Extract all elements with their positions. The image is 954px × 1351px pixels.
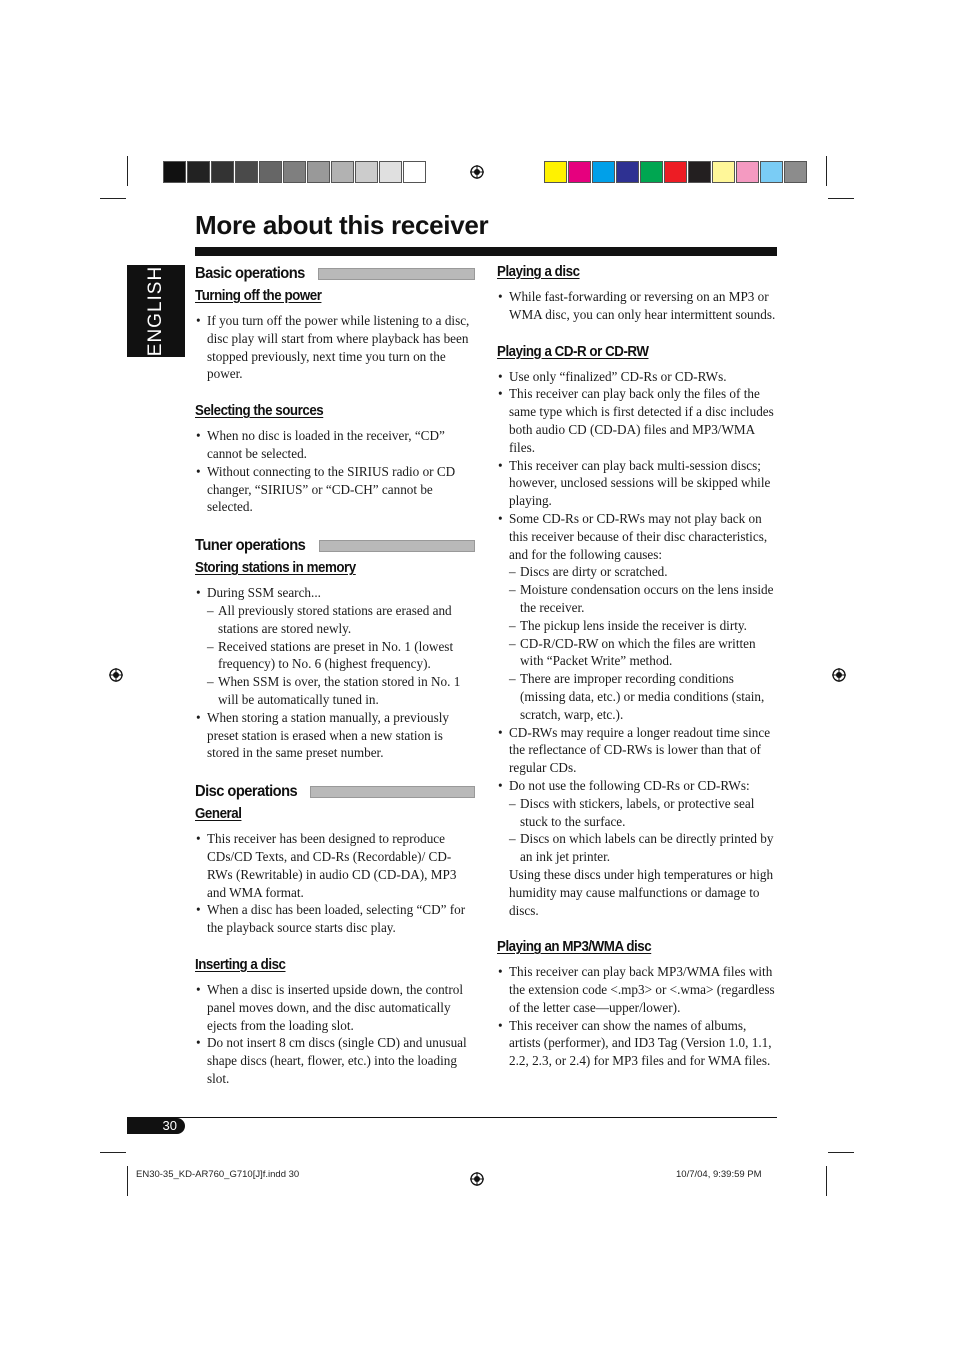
registration-mark-icon [470, 165, 484, 179]
calibration-swatch [616, 161, 639, 183]
color-calibration-bar [544, 161, 808, 183]
calibration-swatch [187, 161, 210, 183]
calibration-swatch [259, 161, 282, 183]
calibration-swatch [568, 161, 591, 183]
language-tab [127, 265, 185, 357]
subheading-inserting-disc: Inserting a disc [195, 956, 286, 973]
calibration-swatch [355, 161, 378, 183]
calibration-swatch [664, 161, 687, 183]
crop-mark [127, 156, 128, 186]
sub-list-item: – Discs on which labels can be directly printed by an ink jet printer. [509, 830, 779, 866]
crop-mark [826, 1166, 827, 1196]
registration-mark-icon [832, 668, 846, 682]
heading-bar [318, 268, 475, 280]
calibration-swatch [307, 161, 330, 183]
calibration-swatch [736, 161, 759, 183]
dash-list [509, 563, 779, 723]
heading-bar [319, 540, 475, 552]
list-item: • Do not insert 8 cm discs (single CD) and unusual shape discs (heart, flower, etc.) into the loading slot. [195, 1034, 475, 1087]
list-item: • Without connecting to the SIRIUS radio or CD changer, “SIRIUS” or “CD-CH” cannot be selected. [195, 463, 475, 516]
crop-mark [828, 198, 854, 199]
crop-mark [100, 1152, 126, 1153]
list-item: • This receiver has been designed to reproduce CDs/CD Texts, and CD-Rs (Recordable)/ CD-RWs (Rewritable) in audio CD (CD-DA), MP3 and WMA format. [195, 830, 475, 901]
sub-list-item: – All previously stored stations are erased and stations are stored newly. [207, 602, 475, 638]
list-item: • Use only “finalized” CD-Rs or CD-RWs. [497, 368, 779, 386]
crop-mark [127, 1166, 128, 1196]
bullet-list [497, 368, 779, 866]
sub-list-item: – There are improper recording conditions (missing data, etc.) or media conditions (stain, scratch, warp, etc.). [509, 670, 779, 723]
calibration-swatch [688, 161, 711, 183]
list-item: • When storing a station manually, a previously preset station is erased when a new station is stored in the same preset number. [195, 709, 475, 762]
page-number: 30 [127, 1118, 185, 1134]
left-column [195, 262, 475, 1088]
section-tuner-operations [195, 534, 475, 558]
list-item [497, 777, 779, 866]
bullet-list [195, 981, 475, 1088]
caution-note: Using these discs under high temperatures or high humidity may cause malfunctions or damage to discs. [509, 866, 774, 918]
list-item-text: Do not use the following CD-Rs or CD-RWs: [509, 777, 750, 793]
footer-filename: EN30-35_KD-AR760_G710[J]f.indd 30 [136, 1169, 300, 1180]
calibration-swatch [760, 161, 783, 183]
bullet-list [497, 963, 779, 1070]
subheading-storing-stations: Storing stations in memory [195, 560, 356, 577]
heading-bar [310, 786, 475, 798]
list-item: • This receiver can play back MP3/WMA files with the extension code <.mp3> or <.wma> (regardless of the letter case—upper/lower). [497, 963, 779, 1016]
registration-mark-icon [470, 1172, 484, 1186]
calibration-swatch [784, 161, 807, 183]
section-disc-operations [195, 780, 475, 804]
section-heading: Basic operations [195, 265, 305, 282]
dash-list [207, 602, 475, 709]
sub-list-item: – Discs are dirty or scratched. [509, 563, 779, 581]
language-label: ENGLISH [145, 265, 167, 357]
bullet-list [195, 584, 475, 762]
footer-timestamp: 10/7/04, 9:39:59 PM [676, 1169, 762, 1180]
subheading-selecting-sources: Selecting the sources [195, 403, 324, 420]
list-item: • If you turn off the power while listening to a disc, disc play will start from where playback has been stopped previously, next time you turn on the power. [195, 312, 475, 383]
calibration-swatch [592, 161, 615, 183]
sub-list-item: – CD-R/CD-RW on which the files are written with “Packet Write” method. [509, 635, 779, 671]
bullet-list [195, 312, 475, 383]
page-title: More about this receiver [195, 210, 489, 240]
list-item-text: Some CD-Rs or CD-RWs may not play back on this receiver because of their disc characteristics, and for the following causes: [509, 510, 768, 562]
list-item: • When no disc is loaded in the receiver, “CD” cannot be selected. [195, 427, 475, 463]
list-item: • When a disc has been loaded, selecting “CD” for the playback source starts disc play. [195, 901, 475, 937]
bullet-list [195, 830, 475, 937]
crop-mark [828, 1152, 854, 1153]
footer-rule [127, 1117, 777, 1118]
list-item: • When a disc is inserted upside down, the control panel moves down, and the disc automatically ejects from the loading slot. [195, 981, 475, 1034]
list-item [497, 510, 779, 724]
sub-list-item: – Moisture condensation occurs on the lens inside the receiver. [509, 581, 779, 617]
subheading-mp3-wma: Playing an MP3/WMA disc [497, 939, 652, 956]
sub-list-item: – Discs with stickers, labels, or protective seal stuck to the surface. [509, 795, 779, 831]
calibration-swatch [163, 161, 186, 183]
section-basic-operations [195, 262, 475, 286]
calibration-swatch [331, 161, 354, 183]
list-item: • CD-RWs may require a longer readout time since the reflectance of CD-RWs is lower than that of regular CDs. [497, 724, 779, 777]
section-heading: Disc operations [195, 783, 298, 801]
list-item: • This receiver can play back only the files of the same type which is first detected if a disc includes both audio CD (CD-DA) files and MP3/WMA files. [497, 385, 779, 456]
bullet-list [497, 288, 779, 324]
list-item: • While fast-forwarding or reversing on an MP3 or WMA disc, you can only hear intermittent sounds. [497, 288, 779, 324]
bullet-list [195, 427, 475, 516]
calibration-swatch [379, 161, 402, 183]
calibration-swatch [235, 161, 258, 183]
list-item-text: During SSM search... [207, 585, 321, 601]
calibration-swatch [283, 161, 306, 183]
grayscale-calibration-bar [163, 161, 427, 183]
section-heading: Tuner operations [195, 537, 306, 555]
subheading-turning-off: Turning off the power [195, 288, 322, 304]
crop-mark [826, 156, 827, 186]
calibration-swatch [403, 161, 426, 183]
dash-list [509, 795, 779, 866]
subheading-general: General [195, 806, 242, 823]
crop-mark [100, 198, 126, 199]
title-rule [195, 247, 777, 256]
list-item: • This receiver can show the names of albums, artists (performer), and ID3 Tag (Version 1.0, 1.1, 2.2, 2.3, or 2.4) for MP3 files and for WMA files. [497, 1017, 779, 1070]
right-column [497, 262, 779, 1070]
subheading-cdr-cdrw: Playing a CD-R or CD-RW [497, 343, 649, 360]
registration-mark-icon [109, 668, 123, 682]
calibration-swatch [640, 161, 663, 183]
subheading-playing-disc: Playing a disc [497, 264, 580, 280]
calibration-swatch [211, 161, 234, 183]
calibration-swatch [712, 161, 735, 183]
list-item: • This receiver can play back multi-session discs; however, unclosed sessions will be skipped while playing. [497, 457, 779, 510]
sub-list-item: – Received stations are preset in No. 1 (lowest frequency) to No. 6 (highest frequency). [207, 638, 475, 674]
sub-list-item: – The pickup lens inside the receiver is dirty. [509, 617, 779, 635]
sub-list-item: – When SSM is over, the station stored in No. 1 will be automatically tuned in. [207, 673, 475, 709]
list-item [195, 584, 475, 709]
calibration-swatch [544, 161, 567, 183]
